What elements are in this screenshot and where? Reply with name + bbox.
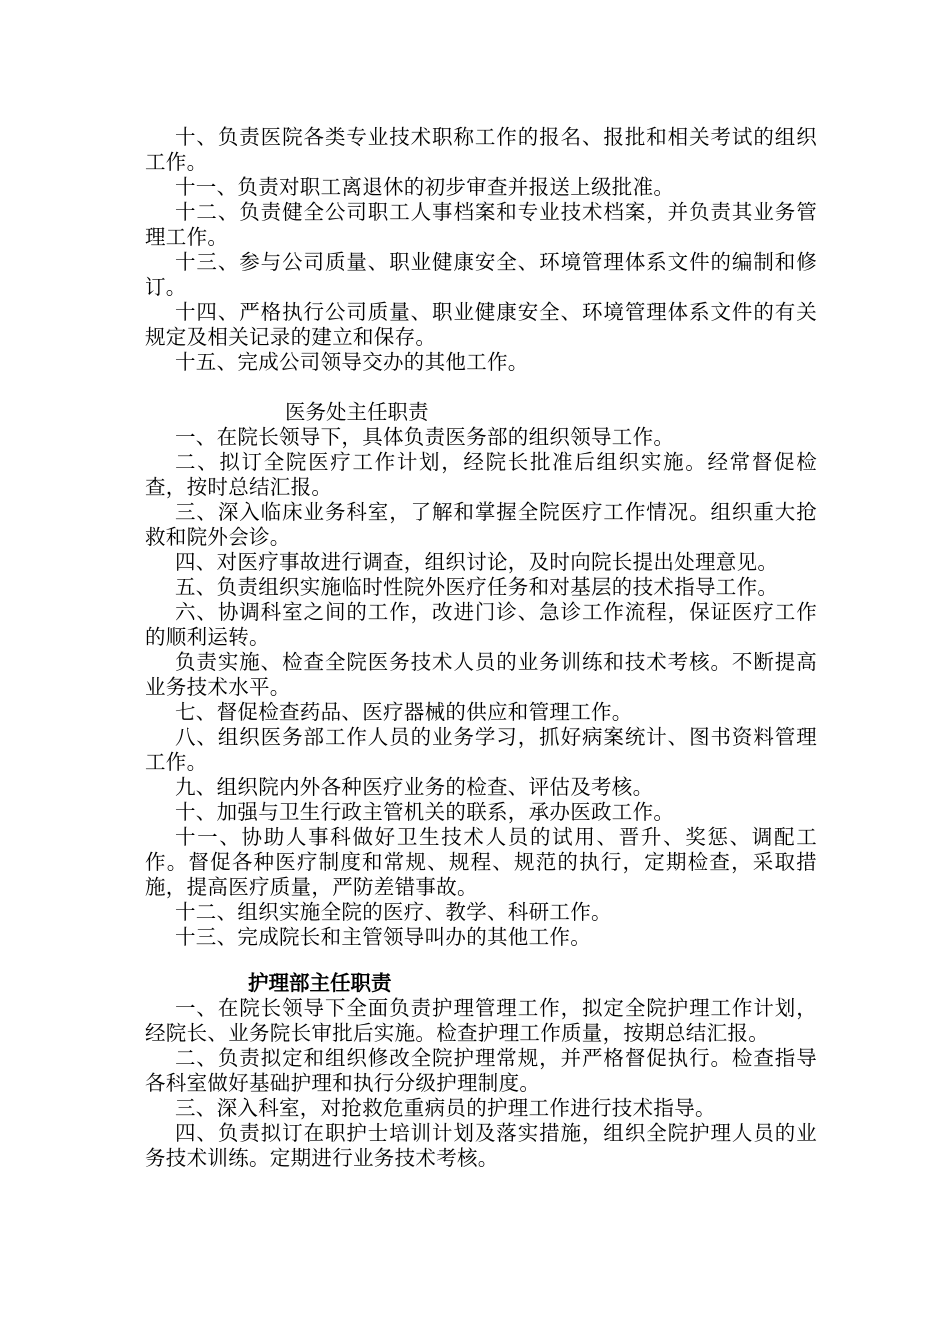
paragraph: 五、负责组织实施临时性院外医疗任务和对基层的技术指导工作。: [175, 575, 779, 599]
paragraph: 九、组织院内外各种医疗业务的检查、评估及考核。: [175, 775, 654, 799]
section-general-duties: [145, 125, 817, 375]
paragraph: 十四、严格执行公司质量、职业健康安全、环境管理体系文件的有关规定及相关记录的建立和保存。: [145, 300, 817, 349]
paragraph: 六、协调科室之间的工作，改进门诊、急诊工作流程，保证医疗工作的顺利运转。: [145, 600, 817, 649]
paragraph: 一、在院长领导下全面负责护理管理工作，拟定全院护理工作计划，经院长、业务院长审批后实施。检查护理工作质量，按期总结汇报。: [145, 996, 817, 1045]
paragraph: 三、深入临床业务科室，了解和掌握全院医疗工作情况。组织重大抢救和院外会诊。: [145, 500, 817, 549]
paragraph: 十三、参与公司质量、职业健康安全、环境管理体系文件的编制和修订。: [145, 250, 817, 299]
paragraph: 负责实施、检查全院医务技术人员的业务训练和技术考核。不断提高业务技术水平。: [145, 650, 817, 699]
paragraph: 十一、协助人事科做好卫生技术人员的试用、晋升、奖惩、调配工作。督促各种医疗制度和常规、规程、规范的执行，定期检查，采取措施，提高医疗质量，严防差错事故。: [145, 825, 817, 899]
section-nursing-dept: [145, 996, 817, 1171]
paragraph: 二、负责拟定和组织修改全院护理常规，并严格督促执行。检查指导各科室做好基础护理和执行分级护理制度。: [145, 1046, 817, 1095]
paragraph: 十、负责医院各类专业技术职称工作的报名、报批和相关考试的组织工作。: [145, 125, 817, 174]
paragraph: 十二、负责健全公司职工人事档案和专业技术档案，并负责其业务管理工作。: [145, 200, 817, 249]
paragraph: 四、对医疗事故进行调查，组织讨论，及时向院长提出处理意见。: [175, 550, 779, 574]
paragraph: 十二、组织实施全院的医疗、教学、科研工作。: [175, 900, 612, 924]
paragraph: 七、督促检查药品、医疗器械的供应和管理工作。: [175, 700, 633, 724]
paragraph: 四、负责拟订在职护士培训计划及落实措施，组织全院护理人员的业务技术训练。定期进行业务技术考核。: [145, 1121, 817, 1170]
paragraph: 一、在院长领导下，具体负责医务部的组织领导工作。: [175, 425, 675, 449]
paragraph: 三、深入科室，对抢救危重病员的护理工作进行技术指导。: [175, 1096, 716, 1120]
paragraph: 十一、负责对职工离退休的初步审查并报送上级批准。: [175, 175, 675, 199]
paragraph: 八、组织医务部工作人员的业务学习，抓好病案统计、图书资料管理工作。: [145, 725, 817, 774]
section-medical-affairs: [145, 425, 817, 950]
medical-affairs-title: 医务处主任职责: [285, 400, 429, 424]
paragraph: 十五、完成公司领导交办的其他工作。: [175, 350, 529, 374]
paragraph: 二、拟订全院医疗工作计划，经院长批准后组织实施。经常督促检查，按时总结汇报。: [145, 450, 817, 499]
paragraph: 十、加强与卫生行政主管机关的联系，承办医政工作。: [175, 800, 675, 824]
nursing-dept-title: 护理部主任职责: [248, 971, 392, 995]
paragraph: 十三、完成院长和主管领导叫办的其他工作。: [175, 925, 591, 949]
